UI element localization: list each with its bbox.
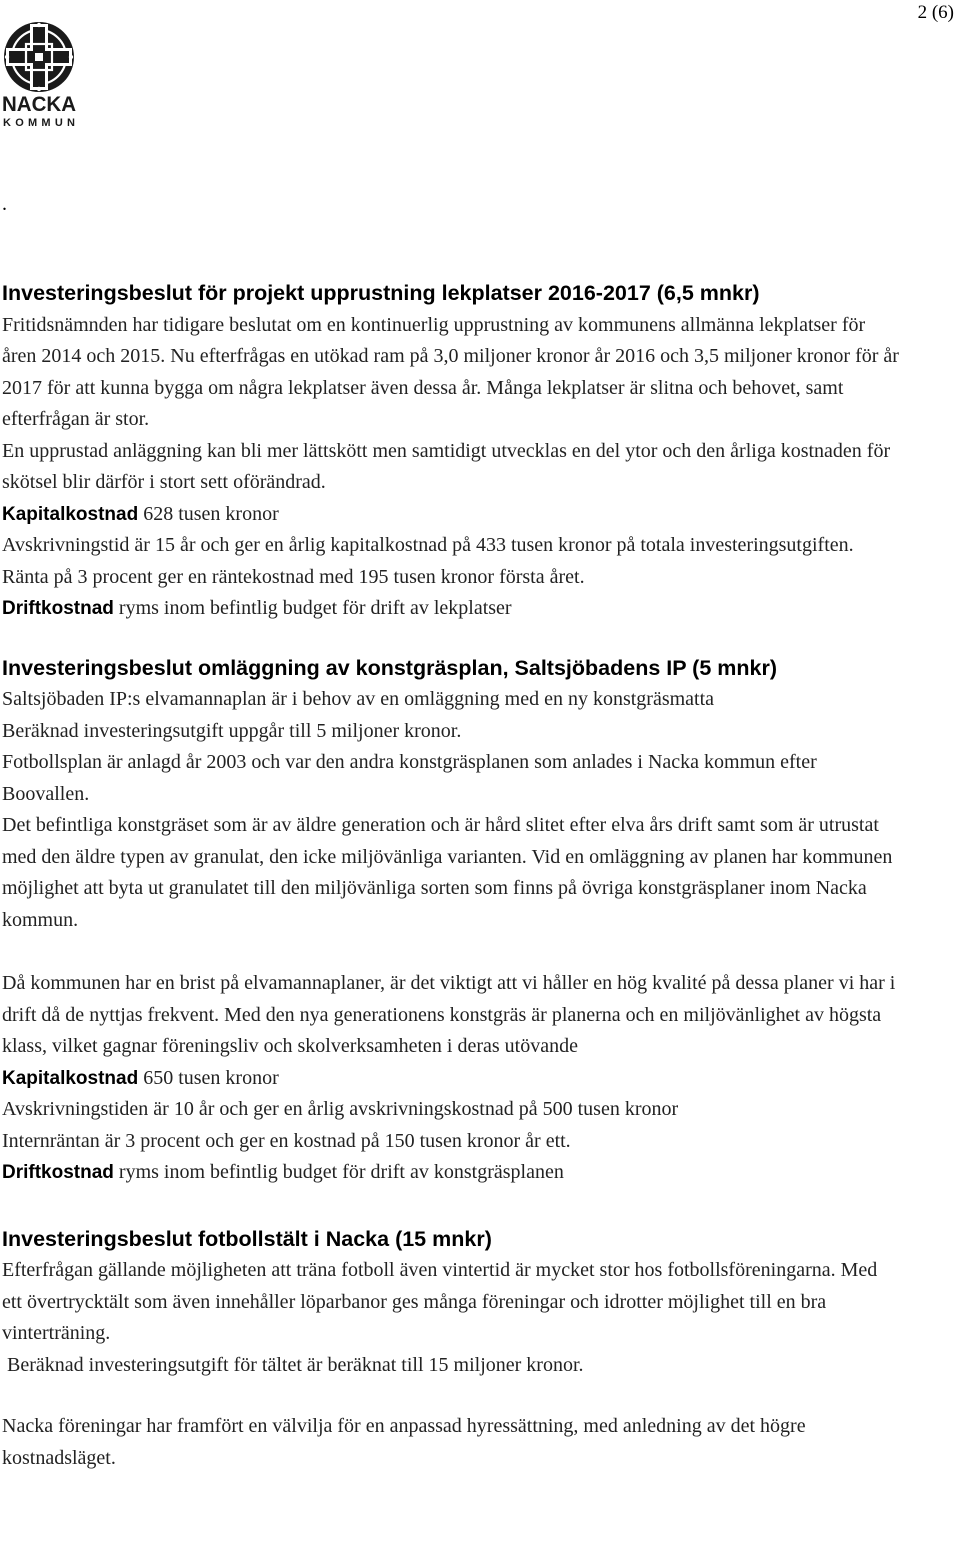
section2-paragraph4: Det befintliga konstgräset som är av äldre generation och är hård slitet efter elva års drift samt som är utrustat med den äldre typen av granulat, den icke miljövänliga varianten. Vid en omläggning av planen har kommunen möjlighet att byta ut granulatet till den miljövänliga sorten som finns på övriga konstgräsplaner inom Nacka kommun. <box>2 814 893 931</box>
page-number: 2 (6) <box>917 2 954 23</box>
capital-cost-label: Kapitalkostnad <box>2 503 139 525</box>
section2-paragraph5: Då kommunen har en brist på elvamannaplaner, är det viktigt att vi håller en hög kvalité på dessa planer vi har i drift då de nyttjas frekvent. Med den nya generationens konstgräs är planerna och en miljövänlighet av högsta klass, vilket gagnar föreningsliv och skolverksamheten i deras utövande <box>2 972 896 1057</box>
section1-heading: Investeringsbeslut för projekt upprustning lekplatser 2016-2017 (6,5 mnkr) <box>2 281 760 305</box>
capital-cost-label: Kapitalkostnad <box>2 1067 139 1089</box>
stray-dot: . <box>2 193 7 215</box>
section2-paragraph1: Saltsjöbaden IP:s elvamannaplan är i behov av en omläggning med en ny konstgräsmatta <box>2 688 715 710</box>
logo-subname: KOMMUN <box>3 117 75 129</box>
capital-cost-value: 650 tusen kronor <box>138 1066 279 1089</box>
section1-operating-cost <box>2 593 902 625</box>
section2-operating-cost <box>2 1157 902 1189</box>
operating-cost-value: ryms inom befintlig budget för drift av konstgräsplanen <box>113 1161 564 1183</box>
logo-name: NACKA <box>2 93 76 116</box>
section1-paragraph3: Avskrivningstid är 15 år och ger en årlig kapitalkostnad på 433 tusen kronor på totala investeringsutgiften. Ränta på 3 procent ger en räntekostnad med 195 tusen kronor första året. <box>2 534 854 588</box>
operating-cost-value: ryms inom befintlig budget för drift av lekplatser <box>113 597 512 619</box>
operating-cost-label: Driftkostnad <box>2 598 114 619</box>
section2-paragraph2: Beräknad investeringsutgift uppgår till 5 miljoner kronor. <box>2 719 462 742</box>
nacka-kommun-logo <box>2 20 76 130</box>
section3-paragraph3: Nacka föreningar har framfört en välvilja för en anpassad hyressättning, med anledning av det högre kostnadsläget. <box>2 1415 806 1469</box>
section1-paragraph1: Fritidsnämnden har tidigare beslutat om en kontinuerlig upprustning av kommunens allmänna lekplatser för åren 2014 och 2015. Nu efterfrågas en utökad ram på 3,0 miljoner kronor år 2016 och 3,5 miljoner kronor för år 2017 för att kunna bygga om några lekplatser även dessa år. Många lekplatser är slitna och behovet, samt efterfrågan är stor. <box>2 313 899 430</box>
section2-paragraph7: Internräntan är 3 procent och ger en kostnad på 150 tusen kronor år ett. <box>2 1129 571 1152</box>
section3-paragraph2: Beräknad investeringsutgift för tältet är beräknat till 15 miljoner kronor. <box>2 1353 584 1376</box>
document-body <box>2 278 902 1474</box>
capital-cost-value: 628 tusen kronor <box>138 502 279 525</box>
section1-paragraph2: En upprustad anläggning kan bli mer lättskött men samtidigt utvecklas en del ytor och den årliga kostnaden för skötsel blir därför i stort sett oförändrad. <box>2 439 891 493</box>
section2-paragraph3: Fotbollsplan är anlagd år 2003 och var den andra konstgräsplanen som anlades i Nacka kommun efter Boovallen. <box>2 751 817 805</box>
section3-paragraph1: Efterfrågan gällande möjligheten att träna fotboll även vintertid är mycket stor hos fotbollsföreningarna. Med ett övertrycktält som även innehåller löparbanor ges många föreningar och idrotter möjlighet till en bra vinterträning. <box>2 1259 878 1344</box>
operating-cost-label: Driftkostnad <box>2 1162 114 1183</box>
section2-capital-cost <box>2 1063 902 1095</box>
section1-capital-cost <box>2 499 902 531</box>
section3-heading: Investeringsbeslut fotbollstält i Nacka (15 mnkr) <box>2 1226 492 1251</box>
section2-paragraph6: Avskrivningstiden är 10 år och ger en årlig avskrivningskostnad på 500 tusen kronor <box>2 1098 679 1120</box>
section2-heading: Investeringsbeslut omläggning av konstgräsplan, Saltsjöbadens IP (5 mnkr) <box>2 655 777 680</box>
